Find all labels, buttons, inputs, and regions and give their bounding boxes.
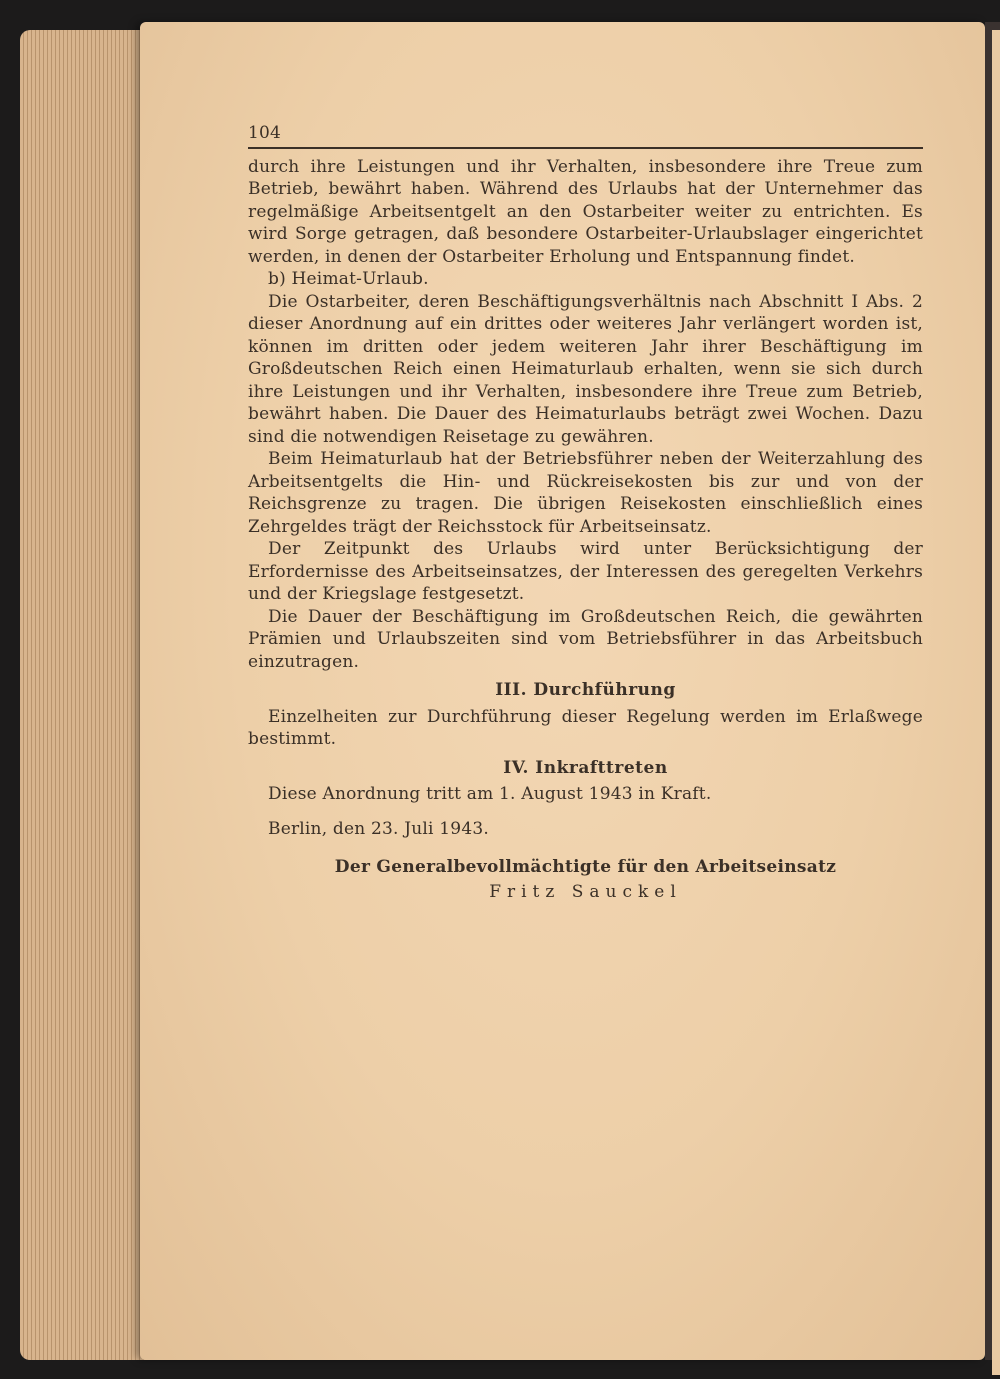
section-4-heading: IV. Inkrafttreten xyxy=(503,757,668,778)
paragraph-2: Die Ostarbeiter, deren Beschäftigungsverhältnis nach Abschnitt I Abs. 2 dieser Anordnung auf ein drittes oder weiteres Jahr verlängert worden ist, können im dritten oder jedem weiteren Jahr ihrer Beschäftigung im Großdeutschen Reich einen Heimaturlaub erhalten, wenn sie sich durch ihre Leistungen und ihr Verhalten, insbesondere ihre Treue zum Betrieb, bewährt haben. Die Dauer des Heimaturlaubs beträgt zwei Wochen. Dazu sind die notwendigen Reisetage zu gewähren. xyxy=(248,291,923,447)
paragraph-4: Der Zeitpunkt des Urlaubs wird unter Berücksichtigung der Erfordernisse des Arbeitseinsatzes, der Interessen des geregelten Verkehrs und der Kriegslage festgesetzt. xyxy=(248,539,923,604)
page-stack-edge xyxy=(20,30,150,1360)
paragraph-1: durch ihre Leistungen und ihr Verhalten, insbesondere ihre Treue zum Betrieb, bewährt haben. Während des Urlaubs hat der Unternehmer das regelmäßige Arbeitsentgelt an den Ostarbeiter weiter zu entrichten. Es wird Sorge getragen, daß besondere Ostarbeiter-Urlaubslager eingerichtet werden, in denen der Ostarbeiter Erholung und Entspannung findet. xyxy=(248,156,923,267)
section-4-text: Diese Anordnung tritt am 1. August 1943 in Kraft. xyxy=(268,784,712,804)
signature-title: Der Generalbevollmächtigte für den Arbeitseinsatz xyxy=(334,857,837,877)
subheading-heimat-urlaub: b) Heimat-Urlaub. xyxy=(268,269,429,289)
date-line: Berlin, den 23. Juli 1943. xyxy=(268,818,489,839)
next-page-strip xyxy=(992,30,1000,1375)
paragraph-5: Die Dauer der Beschäftigung im Großdeutschen Reich, die gewährten Prämien und Urlaubszeiten sind vom Betriebsführer in das Arbeitsbuch einzutragen. xyxy=(248,606,923,672)
section-3-text: Einzelheiten zur Durchführung dieser Regelung werden im Erlaßwege bestimmt. xyxy=(248,706,923,749)
paragraph-3: Beim Heimaturlaub hat der Betriebsführer neben der Weiterzahlung des Arbeitsentgelts die Hin- und Rückreisekosten bis zur und von der Reichsgrenze zu tragen. Die übrigen Reisekosten einschließlich eines Zehrgeldes trägt der Reichsstock für Arbeitseinsatz. xyxy=(248,449,923,537)
section-3-heading: III. Durchführung xyxy=(495,680,676,700)
signer-name: Fritz Sauckel xyxy=(489,881,682,902)
header-rule xyxy=(248,147,923,149)
page-content xyxy=(248,122,923,903)
book-page xyxy=(140,22,985,1360)
page-number: 104 xyxy=(248,123,282,143)
